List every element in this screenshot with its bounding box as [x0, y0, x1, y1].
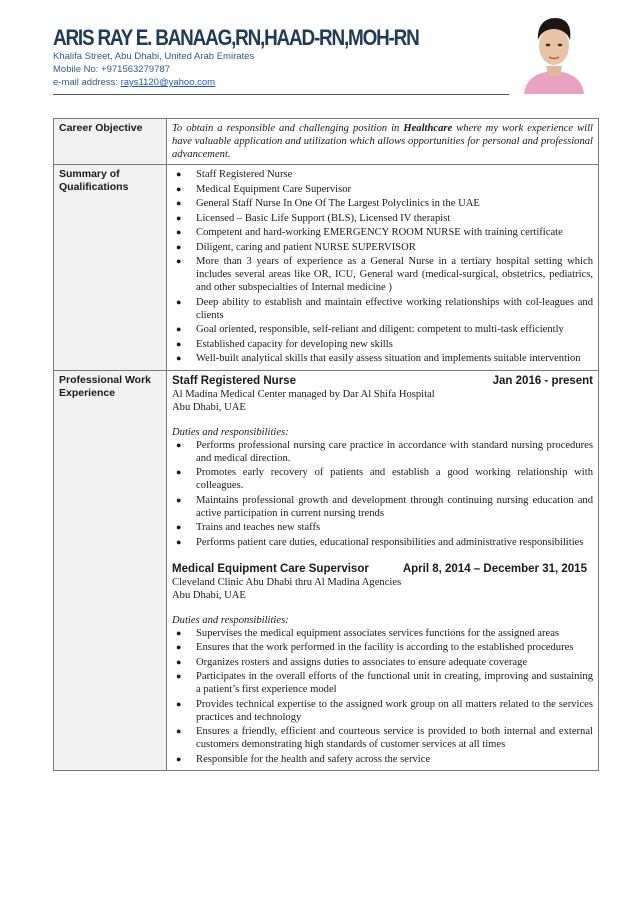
bullet-dot-icon: ●: [176, 198, 182, 208]
qualification-item: [176, 338, 593, 351]
objective-body: [167, 119, 599, 165]
profile-photo: [520, 8, 588, 94]
duty-item: [176, 466, 593, 492]
duty-item: [176, 698, 593, 724]
duty-item: [176, 656, 593, 669]
duty-item: [176, 641, 593, 654]
job-2-dates: April 8, 2014 – December 31, 2015: [402, 562, 587, 575]
qualification-item: [176, 183, 593, 196]
duty-item: [176, 521, 593, 534]
duty-item-text: Trains and teaches new staffs: [196, 522, 321, 533]
email-line: [53, 76, 509, 89]
objective-row: [54, 119, 599, 165]
mobile-line: Mobile No: +971563279787: [53, 64, 170, 75]
duty-item-text: Maintains professional growth and development through continuing nursing education and active participation in current nursing trends: [196, 494, 593, 519]
bullet-dot-icon: ●: [176, 439, 182, 450]
profile-photo-image: [520, 8, 588, 94]
job-2-header: [172, 563, 593, 576]
objective-emphasis: Healthcare: [403, 123, 453, 134]
job-2-duties-label: Duties and responsibilities:: [172, 614, 289, 626]
duty-item: [176, 627, 593, 640]
qualification-item: [176, 352, 593, 365]
qualification-item: [176, 212, 593, 225]
duty-item: [176, 494, 593, 520]
bullet-dot-icon: ●: [176, 296, 182, 307]
experience-body: [167, 370, 599, 771]
objective-text: To obtain a responsible and challenging position in Healthcare where my work experience will have valuable application and utilization which allows opportunities for personal and professional advancement.: [172, 123, 594, 160]
job-1-duties-label: Duties and responsibilities:: [172, 426, 289, 438]
bullet-dot-icon: ●: [176, 656, 182, 667]
duty-item-text: Supervises the medical equipment associates services functions for the assigned areas: [196, 627, 560, 639]
address-line: Khalifa Street, Abu Dhabi, United Arab Emirates: [53, 51, 255, 62]
job-1-employer: Al Madina Medical Center managed by Dar Al Shifa Hospital: [172, 388, 435, 400]
bullet-dot-icon: ●: [176, 522, 182, 532]
job-1-duties-list: [172, 439, 593, 549]
qualification-item-text: Well-built analytical skills that easily assess situation and implements suitable intervention: [196, 353, 581, 364]
email-label: e-mail address:: [53, 77, 121, 88]
qualifications-body: [167, 165, 599, 371]
bullet-dot-icon: ●: [176, 494, 182, 505]
duty-item: [176, 670, 593, 696]
bullet-dot-icon: ●: [176, 467, 182, 477]
duty-item-text: Provides technical expertise to the assigned work group on all matters related to the services practices and technology: [196, 698, 593, 723]
duty-item-text: Ensures a friendly, efficient and courteous service is provided to both internal and external customers demonstrating high standards of customer services at all times: [196, 726, 593, 750]
qualification-item-text: Established capacity for developing new skills: [196, 338, 393, 350]
duty-item-text: Ensures that the work performed in the facility is according to the established procedures: [196, 642, 574, 653]
duty-item-text: Participates in the overall efforts of the functional unit in creating, improving and sustaining a patient’s first experience model: [196, 671, 593, 695]
job-1-dates: Jan 2016 - present: [492, 374, 593, 387]
qualifications-list: [172, 168, 593, 365]
job-2-duties-list: [172, 627, 593, 766]
bullet-dot-icon: ●: [176, 227, 182, 237]
qualification-item-text: Diligent, caring and patient NURSE SUPERVISOR: [196, 241, 416, 253]
duty-item-text: Performs professional nursing care practice in accordance with standard nursing procedures and medical direction.: [196, 439, 593, 464]
objective-label: Career Objective: [54, 119, 167, 165]
duty-item-text: Responsible for the health and safety across the service: [196, 753, 431, 765]
bullet-dot-icon: ●: [176, 353, 182, 363]
qualification-item: [176, 323, 593, 336]
qualifications-label: Summary of Qualifications: [54, 165, 167, 371]
duty-item: [176, 536, 593, 549]
qualification-item-text: Deep ability to establish and maintain effective working relationships with col-leagues and clients: [196, 296, 593, 321]
resume-table: [53, 118, 599, 771]
job-1-title: Staff Registered Nurse: [172, 374, 296, 387]
duty-item: [176, 439, 593, 465]
job-2-title: Medical Equipment Care Supervisor: [172, 562, 369, 575]
bullet-dot-icon: ●: [176, 169, 182, 179]
qualification-item-text: More than 3 years of experience as a General Nurse in a tertiary hospital setting which includes several areas like OR, ICU, General ward (medical-surgical, obstetrics, pediatrics, and other subspecialties of Internal medicine ): [196, 256, 593, 293]
bullet-dot-icon: ●: [176, 256, 182, 266]
job-1-header: [172, 375, 593, 388]
bullet-dot-icon: ●: [176, 212, 182, 223]
duty-item-text: Performs patient care duties, educational responsibilities and administrative responsibilities: [196, 536, 584, 548]
duty-item-text: Organizes rosters and assigns duties to associates to ensure adequate coverage: [196, 656, 528, 668]
qualification-item: [176, 197, 593, 210]
duty-item: [176, 753, 593, 766]
duty-item-text: Promotes early recovery of patients and establish a good working relationship with colleagues.: [196, 467, 593, 491]
qualifications-row: [54, 165, 599, 371]
experience-row: [54, 370, 599, 771]
bullet-dot-icon: ●: [176, 642, 182, 652]
qualification-item: [176, 296, 593, 322]
bullet-dot-icon: ●: [176, 338, 182, 349]
qualification-item-text: Competent and hard-working EMERGENCY ROOM NURSE with training certificate: [196, 227, 563, 238]
qualification-item: [176, 255, 593, 294]
qualification-item-text: Goal oriented, responsible, self-reliant and diligent: competent to multi-task efficiently: [196, 324, 564, 335]
qualification-item-text: Medical Equipment Care Supervisor: [196, 183, 352, 195]
email-link[interactable]: rays1120@yahoo.com: [120, 77, 216, 88]
qualification-item: [176, 168, 593, 181]
resume-header: [53, 26, 509, 89]
duty-item: [176, 725, 593, 751]
qualification-item: [176, 226, 593, 239]
bullet-dot-icon: ●: [176, 536, 182, 547]
bullet-dot-icon: ●: [176, 183, 182, 194]
job-2-employer: Cleveland Clinic Abu Dhabi thru Al Madina Agencies: [172, 576, 402, 588]
qualification-item: [176, 241, 593, 254]
job-2-location: Abu Dhabi, UAE: [172, 589, 246, 601]
qualification-item-text: General Staff Nurse In One Of The Largest Polyclinics in the UAE: [196, 198, 480, 209]
bullet-dot-icon: ●: [176, 671, 182, 681]
bullet-dot-icon: ●: [176, 726, 182, 736]
qualification-item-text: Staff Registered Nurse: [196, 169, 293, 180]
bullet-dot-icon: ●: [176, 241, 182, 252]
experience-label: Professional Work Experience: [54, 370, 167, 771]
job-1-location: Abu Dhabi, UAE: [172, 401, 246, 413]
header-divider: [53, 94, 509, 95]
bullet-dot-icon: ●: [176, 753, 182, 764]
bullet-dot-icon: ●: [176, 698, 182, 709]
bullet-dot-icon: ●: [176, 324, 182, 334]
qualification-item-text: Licensed – Basic Life Support (BLS), Licensed IV therapist: [196, 212, 451, 224]
applicant-name: ARIS RAY E. BANAAG,RN,HAAD-RN,MOH-RN: [53, 25, 419, 50]
bullet-dot-icon: ●: [176, 627, 182, 638]
